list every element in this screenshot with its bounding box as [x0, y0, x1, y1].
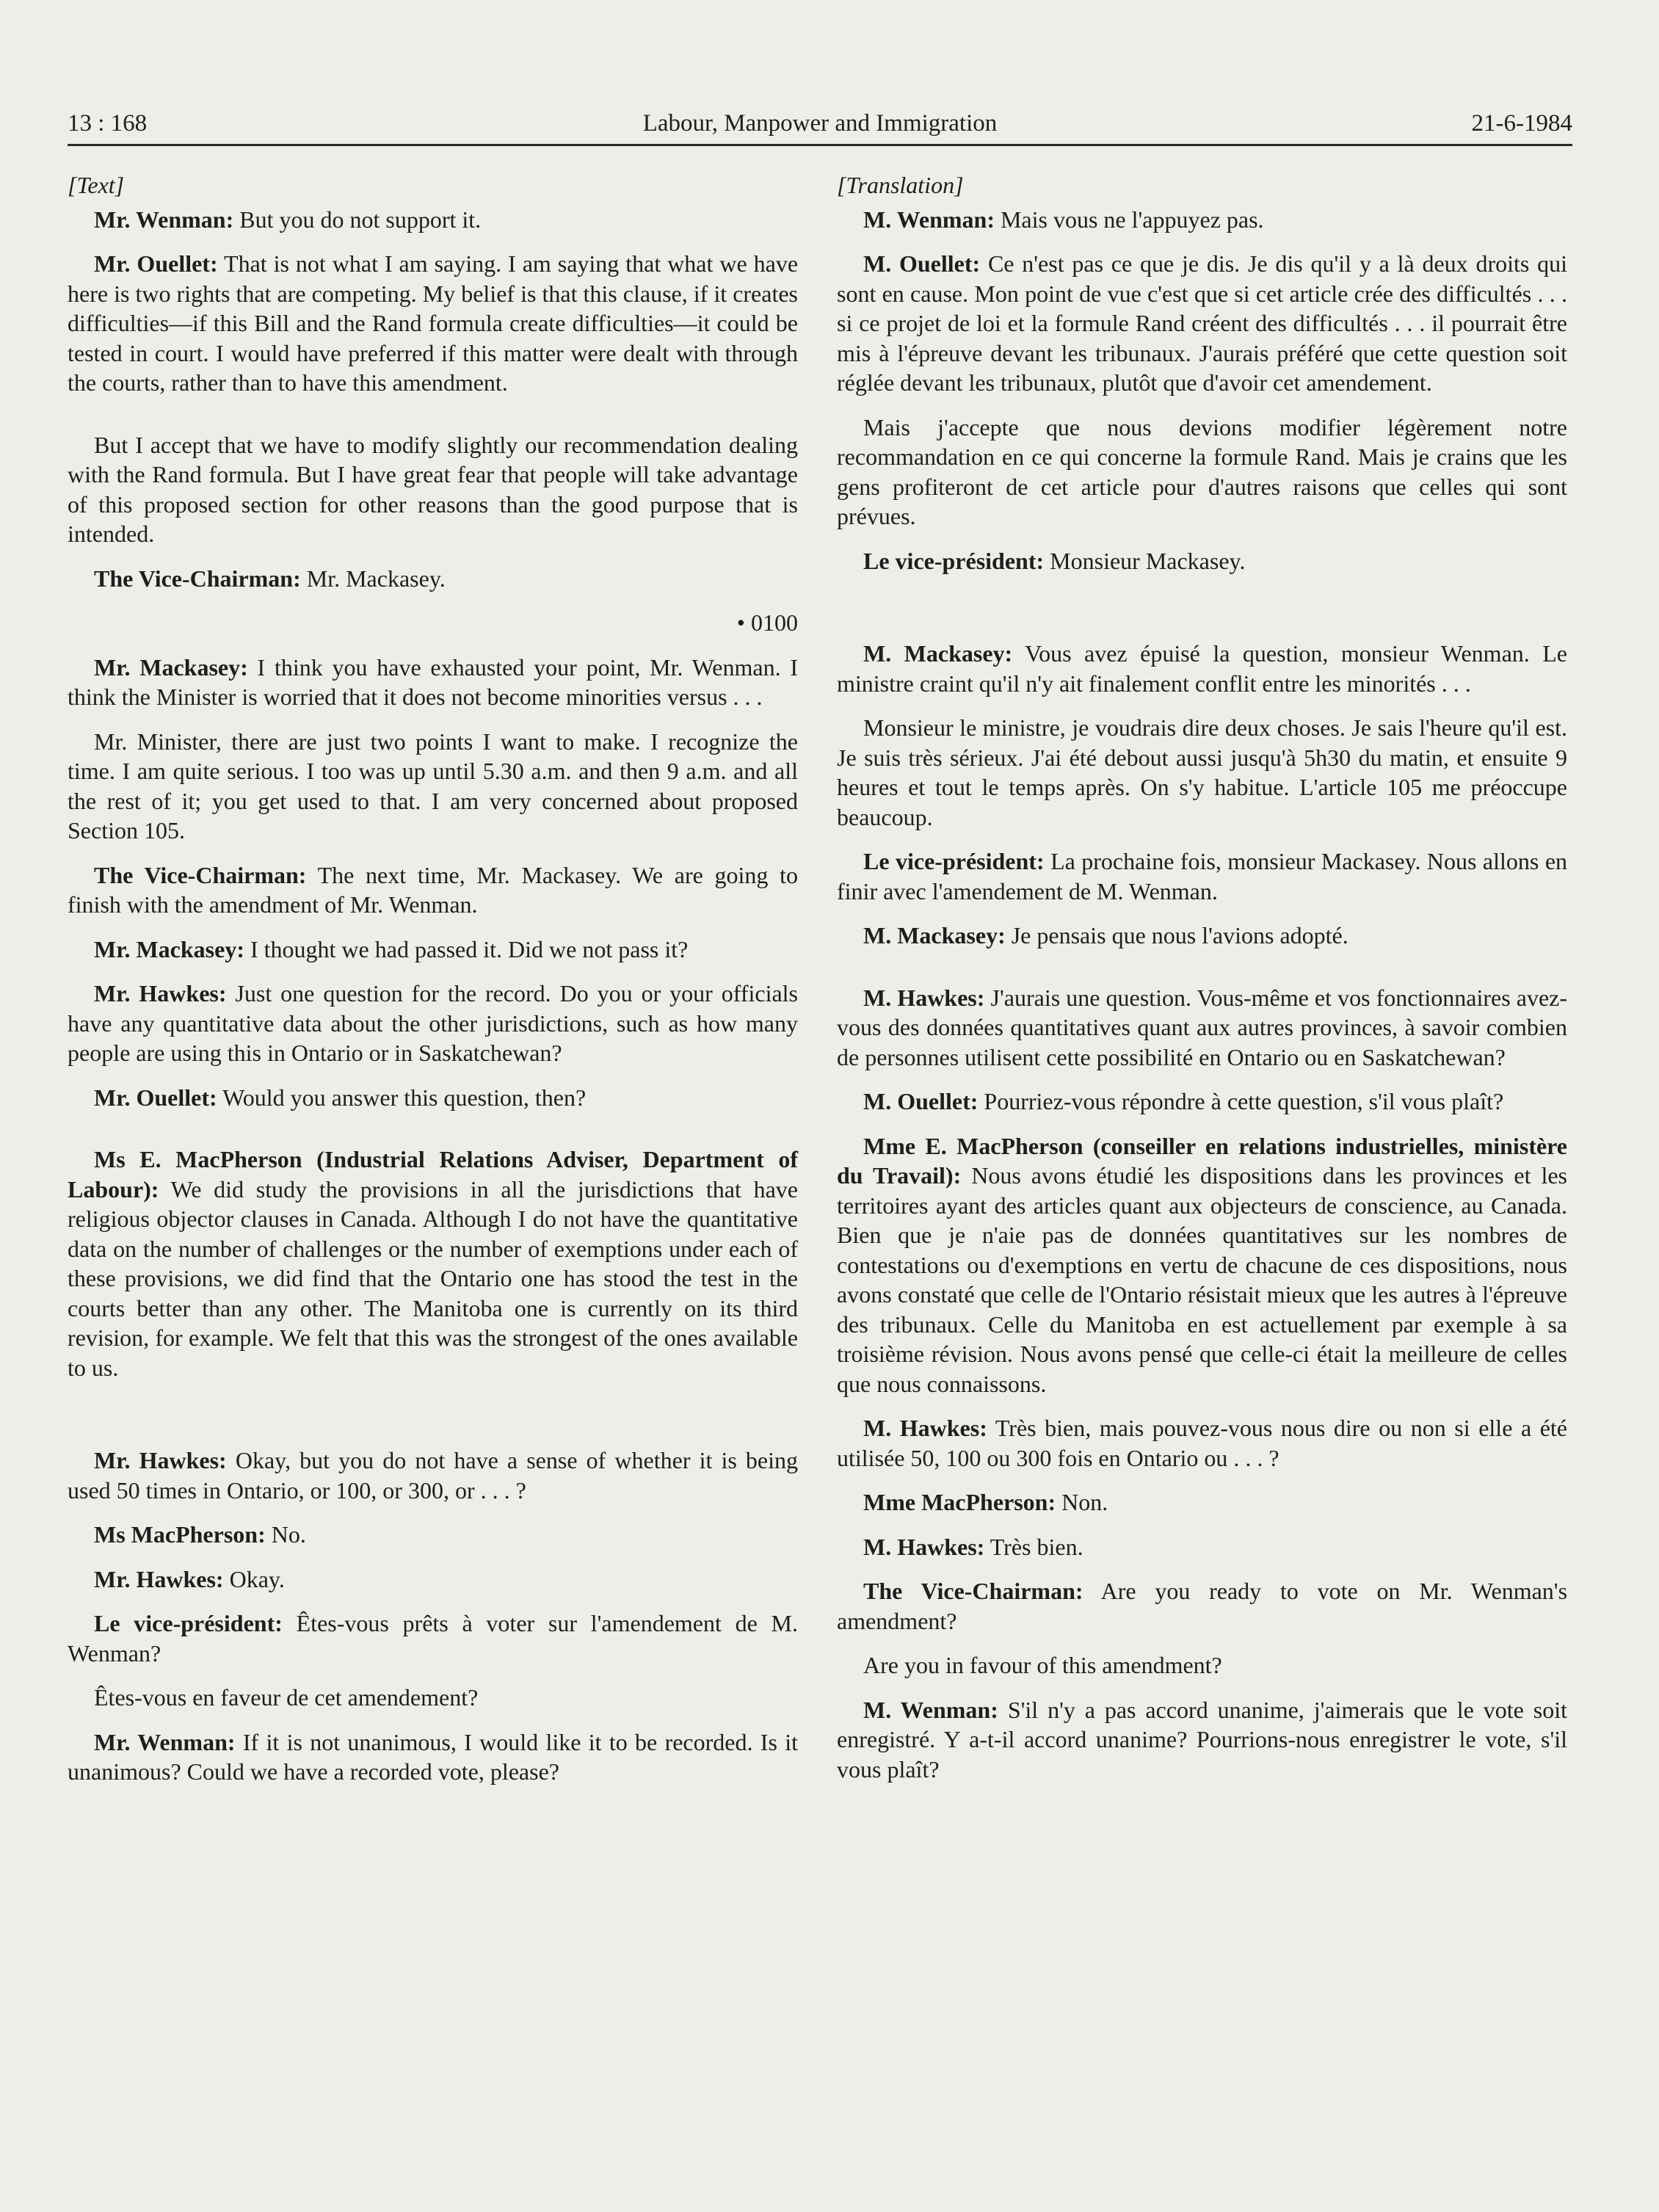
paragraph: [837, 921, 1567, 951]
speech-text: Êtes-vous en faveur de cet amendement?: [94, 1684, 479, 1711]
speaker-name: Mr. Ouellet:: [94, 250, 218, 277]
paragraph: [837, 1695, 1567, 1785]
speech-text: La prochaine fois, monsieur Mackasey. Nous allons en finir avec l'amendement de M. Wenman.: [837, 848, 1568, 904]
speech-text: But I accept that we have to modify slightly our recommendation dealing with the Rand formula. But I have great fear that people will take advantage of this proposed section for other reasons than the good purpose that is intended.: [68, 431, 798, 547]
paragraph: [68, 1083, 798, 1113]
speaker-name: M. Hawkes:: [863, 1533, 985, 1560]
paragraph: [837, 205, 1567, 235]
paragraph: [68, 1609, 798, 1668]
speech-text: Je pensais que nous l'avions adopté.: [1011, 922, 1348, 949]
speech-text: Just one question for the record. Do you or your officials have any quantitative data about the other jurisdictions, such as how many people are using this in Ontario or in Saskatchewan?: [68, 980, 799, 1066]
speech-text: Très bien.: [990, 1533, 1083, 1560]
speaker-name: M. Mackasey:: [863, 640, 1013, 667]
paragraph: [837, 249, 1567, 398]
paragraph: [68, 653, 798, 712]
speech-text: But you do not support it.: [239, 206, 482, 233]
paragraph: [68, 1446, 798, 1505]
speaker-name: M. Hawkes:: [863, 1415, 987, 1441]
header-title: Labour, Manpower and Immigration: [642, 110, 998, 137]
speaker-name: Mme MacPherson:: [863, 1489, 1056, 1515]
speech-text: J'aurais une question. Vous-même et vos fonctionnaires avez-vous des données quantitatives quant aux autres provinces, à savoir combien de personnes utilisent cette possibilité en Ontario ou en Saskatchewan?: [837, 984, 1568, 1070]
paragraph: [68, 205, 798, 235]
paragraph: [68, 1683, 798, 1713]
paragraph: [837, 1650, 1567, 1680]
speech-text: I thought we had passed it. Did we not pass it?: [250, 935, 689, 962]
speaker-name: Mr. Ouellet:: [94, 1084, 217, 1111]
speaker-name: The Vice-Chairman:: [94, 565, 301, 592]
speech-text: No.: [271, 1521, 306, 1548]
paragraph: [68, 1727, 798, 1787]
speaker-name: Le vice-président:: [863, 848, 1045, 874]
speaker-name: M. Mackasey:: [863, 922, 1006, 949]
speech-text: Mais vous ne l'appuyez pas.: [1000, 206, 1264, 233]
page-header: [68, 110, 1572, 146]
paragraph: [68, 430, 798, 549]
text-tag: [Text]: [68, 172, 125, 198]
page-number: 13 : 168: [68, 110, 148, 137]
speech-text: Okay.: [229, 1565, 285, 1592]
speech-text: Monsieur le ministre, je voudrais dire deux choses. Je sais l'heure qu'il est. Je suis très sérieux. J'ai été debout aussi jusqu'à 5h30 du matin, et ensuite 9 heures et tout le temps après. On s'y habitue. L'article 105 me préoccupe beaucoup.: [837, 714, 1567, 830]
speaker-name: Le vice-président:: [94, 1610, 283, 1636]
speech-text: That is not what I am saying. I am saying that what we have here is two rights that are competing. My belief is that this clause, if it creates difficulties—if this Bill and the Rand formula create difficulties—it could be tested in court. I would have preferred if this matter were dealt with through the courts, rather than to have this amendment.: [68, 250, 799, 396]
time-marker: • 0100: [736, 609, 798, 636]
paragraph: [68, 1520, 798, 1550]
speaker-name: Mr. Hawkes:: [94, 1447, 227, 1473]
speaker-name: The Vice-Chairman:: [94, 861, 307, 888]
speaker-name: Mr. Wenman:: [94, 1728, 236, 1755]
speaker-name: Mr. Mackasey:: [94, 653, 248, 681]
speech-text: Nous avons étudié les dispositions dans les provinces et les territoires ayant des articles quant aux objecteurs de conscience, au Canada. Bien que je n'aie pas de données quantitatives sur les nombres de contestations ou d'exemptions en vertu de chacune de ces dispositions, nous avons constaté que celle de l'Ontario résistait mieux que les autres à l'épreuve des tribunaux. Celle du Manitoba en est actuellement par exemple à sa troisième révision. Nous avons pensé que celle-ci était la meilleure de celles que nous connaissons.: [837, 1162, 1568, 1397]
speech-text: Are you ready to vote on Mr. Wenman's amendment?: [837, 1578, 1568, 1634]
paragraph: [837, 1532, 1567, 1562]
paragraph: [837, 1131, 1567, 1399]
speech-text: Monsieur Mackasey.: [1050, 547, 1246, 574]
speech-text: Êtes-vous prêts à voter sur l'amendement de M. Wenman?: [68, 1610, 799, 1667]
paragraph: [68, 727, 798, 846]
speaker-name: Mr. Wenman:: [94, 206, 234, 233]
speech-text: If it is not unanimous, I would like it to be recorded. Is it unanimous? Could we have a recorded vote, please?: [68, 1728, 799, 1785]
paragraph: [837, 1576, 1567, 1636]
translation-tag: [Translation]: [837, 172, 964, 198]
paragraph: [837, 546, 1567, 576]
paragraph: [68, 1564, 798, 1595]
speaker-name: The Vice-Chairman:: [863, 1578, 1083, 1604]
speaker-name: Ms MacPherson:: [94, 1521, 266, 1548]
speech-text: S'il n'y a pas accord unanime, j'aimerais que le vote soit enregistré. Y a-t-il accord unanime? Pourrions-nous enregistrer le vote, s'il vous plaît?: [837, 1696, 1568, 1783]
english-column: [68, 170, 798, 1802]
speaker-name: M. Ouellet:: [863, 1088, 979, 1114]
speech-text: Mais j'accepte que nous devions modifier légèrement notre recommandation en ce qui concerne la formule Rand. Mais je crains que les gens profiteront de cet article pour d'autres raisons que celles qui sont prévues.: [837, 413, 1567, 529]
speaker-name: M. Hawkes:: [863, 984, 985, 1011]
speech-text: Mr. Mackasey.: [306, 565, 446, 592]
paragraph: [837, 713, 1567, 832]
speech-text: We did study the provisions in all the jurisdictions that have religious objector clauses in Canada. Although I do not have the quantitative data on the number of challenges or the number of exemptions under each of these provisions, we did find that the Ontario one has stood the test in the courts better than any other. The Manitoba one is currently on its third revision, for example. We felt that this was the strongest of the ones available to us.: [68, 1175, 799, 1381]
speaker-name: M. Ouellet:: [863, 250, 981, 277]
speaker-name: Mr. Hawkes:: [94, 1565, 224, 1592]
speech-text: Non.: [1061, 1489, 1108, 1515]
speaker-name: M. Wenman:: [863, 206, 995, 233]
speech-text: Would you answer this question, then?: [222, 1084, 587, 1111]
paragraph: [68, 979, 798, 1068]
speaker-name: M. Wenman:: [863, 1696, 998, 1723]
paragraph: [837, 1087, 1567, 1117]
speaker-name: Le vice-président:: [863, 547, 1045, 574]
paragraph: [837, 413, 1567, 532]
speech-text: Ce n'est pas ce que je dis. Je dis qu'il y a là deux droits qui sont en cause. Mon point de vue c'est que si cet article crée des difficultés . . . si ce projet de loi et la formule Rand créent des difficultés . . . il pourrait être mis à l'épreuve devant les tribunaux. J'aurais préféré que cette question soit réglée devant les tribunaux, plutôt que d'avoir cet amendement.: [837, 250, 1568, 396]
speaker-name: Ms E. MacPherson (Industrial Relations Adviser, Department of Labour):: [68, 1146, 798, 1203]
speech-text: The next time, Mr. Mackasey. We are going to finish with the amendment of Mr. Wenman.: [68, 861, 799, 918]
speech-text: Très bien, mais pouvez-vous nous dire ou non si elle a été utilisée 50, 100 ou 300 fois en Ontario ou . . . ?: [837, 1415, 1568, 1471]
speech-text: Mr. Minister, there are just two points I want to make. I recognize the time. I am quite serious. I too was up until 5.30 a.m. and then 9 a.m. and all the rest of it; you get used to that. I am very concerned about proposed Section 105.: [68, 728, 798, 844]
paragraph: [837, 639, 1567, 698]
paragraph: [837, 983, 1567, 1073]
speech-text: I think you have exhausted your point, Mr. Wenman. I think the Minister is worried that it does not become minorities versus . . .: [68, 653, 798, 710]
paragraph: [837, 1413, 1567, 1473]
speaker-name: Mme E. MacPherson (conseiller en relations industrielles, ministère du Travail):: [837, 1132, 1567, 1189]
speech-text: Are you in favour of this amendment?: [863, 1652, 1222, 1678]
paragraph: [68, 564, 798, 594]
paragraph: [68, 1145, 798, 1382]
speech-text: Pourriez-vous répondre à cette question, s'il vous plaît?: [984, 1088, 1504, 1114]
paragraph: [68, 935, 798, 965]
paragraph: [68, 860, 798, 920]
speaker-name: Mr. Mackasey:: [94, 935, 244, 962]
french-column: [837, 170, 1567, 1799]
paragraph: [837, 846, 1567, 906]
paragraph: [837, 1487, 1567, 1517]
speaker-name: Mr. Hawkes:: [94, 980, 227, 1007]
speech-text: Okay, but you do not have a sense of whether it is being used 50 times in Ontario, or 100, or 300, or . . . ?: [68, 1447, 799, 1504]
header-date: 21-6-1984: [1471, 110, 1572, 137]
speech-text: Vous avez épuisé la question, monsieur Wenman. Le ministre craint qu'il n'y ait finalement conflit entre les minorités . . .: [837, 640, 1568, 697]
paragraph: [68, 249, 798, 398]
